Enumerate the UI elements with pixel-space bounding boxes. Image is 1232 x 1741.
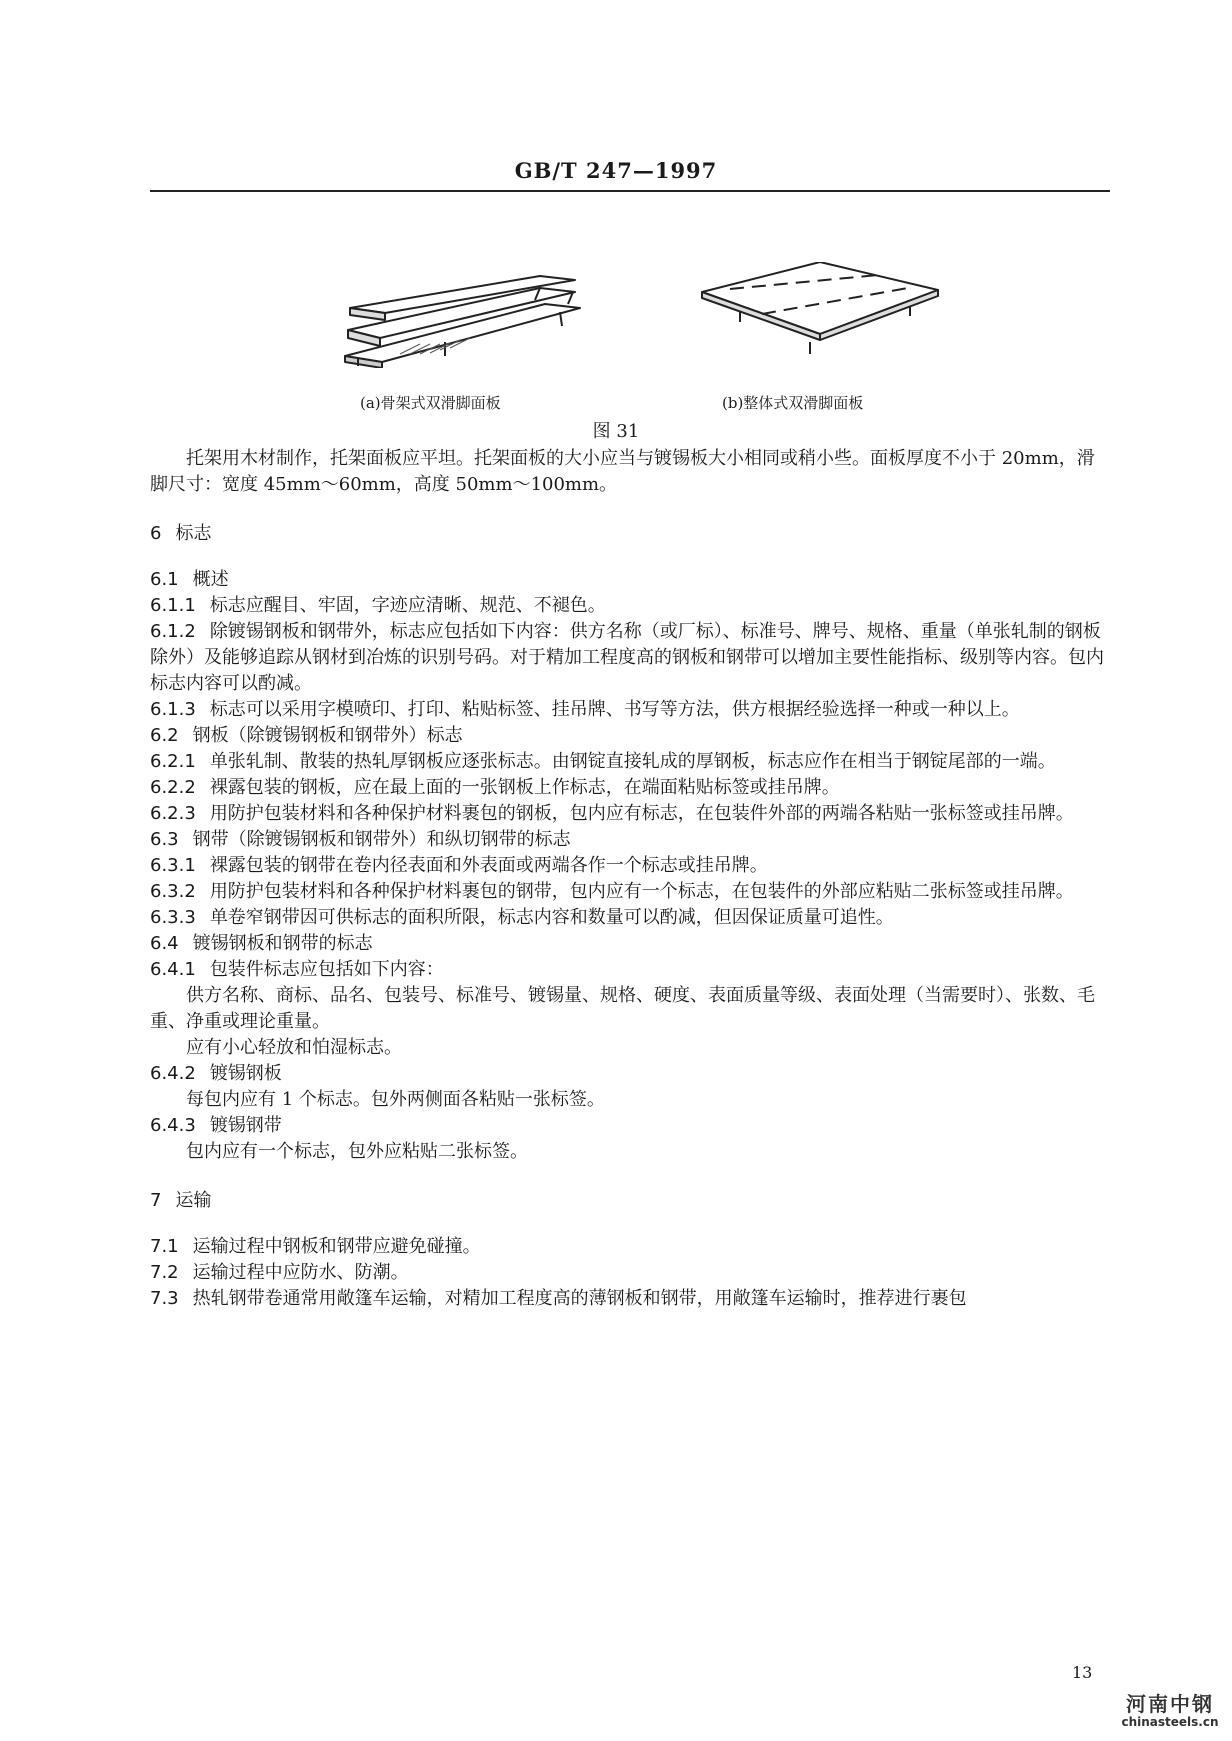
clause-number: 6.3	[150, 829, 179, 850]
clause-6-2	[150, 723, 1110, 749]
clause-6-2-1	[150, 749, 1110, 775]
clause-6-4-2-text: 每包内应有 1 个标志。包外两侧面各粘贴一张标签。	[186, 1089, 605, 1110]
clause-title: 钢板（除镀锡钢板和钢带外）标志	[192, 725, 463, 746]
clause-number: 6.1.3	[150, 699, 196, 720]
clause-number: 7.3	[150, 1288, 179, 1309]
clause-text: 包装件标志应包括如下内容：	[209, 959, 444, 980]
clause-number: 6.1	[150, 569, 179, 590]
clause-7-3	[150, 1286, 1110, 1312]
clause-title: 钢带（除镀锡钢板和钢带外）和纵切钢带的标志	[192, 829, 571, 850]
page-number: 13	[1072, 1663, 1093, 1682]
clause-6-1-3	[150, 697, 1110, 723]
section-6-heading	[150, 521, 1110, 547]
clause-text: 除镀锡钢板和钢带外，标志应包括如下内容：供方名称（或厂标）、标准号、牌号、规格、重量（单张轧制的钢板除外）及能够追踪从钢材到冶炼的识别号码。对于精加工程度高的钢板和钢带可以增加主要性能指标、级别等内容。包内标志内容可以酌减。	[150, 621, 1104, 694]
figure-a-caption: (a)骨架式双滑脚面板	[360, 394, 501, 412]
watermark-logo	[1110, 1693, 1230, 1729]
watermark-name: 河南中钢	[1126, 1692, 1214, 1716]
clause-6-4-1-contents: 供方名称、商标、品名、包装号、标准号、镀锡量、规格、硬度、表面质量等级、表面处理（当需要时）、张数、毛重、净重或理论重量。	[150, 985, 1095, 1032]
clause-6-3-1	[150, 853, 1110, 879]
clause-6-4-3-text: 包内应有一个标志，包外应粘贴二张标签。	[186, 1141, 528, 1162]
intro-paragraph: 托架用木材制作，托架面板应平坦。托架面板的大小应当与镀锡板大小相同或稍小些。面板厚度不小于 20mm，滑脚尺寸：宽度 45mm～60mm，高度 50mm～100mm。	[150, 448, 1095, 495]
clause-number: 6.3.3	[150, 907, 196, 928]
clause-text: 用防护包装材料和各种保护材料裹包的钢板，包内应有标志，在包装件外部的两端各粘贴一张标签或挂吊牌。	[209, 803, 1074, 824]
clause-number: 6.2.3	[150, 803, 196, 824]
clause-number: 6.4.3	[150, 1115, 196, 1136]
clause-text: 运输过程中钢板和钢带应避免碰撞。	[192, 1236, 481, 1257]
clause-6-1	[150, 567, 1110, 593]
clause-6-2-2	[150, 775, 1110, 801]
clause-number: 6.2	[150, 725, 179, 746]
clause-number: 7.2	[150, 1262, 179, 1283]
clause-6-4-1	[150, 957, 1110, 983]
clause-7-1	[150, 1234, 1110, 1260]
clause-text: 单卷窄钢带因可供标志的面积所限，标志内容和数量可以酌减，但因保证质量可追性。	[209, 907, 894, 928]
clause-number: 6.3.1	[150, 855, 196, 876]
clause-number: 6.4.2	[150, 1063, 196, 1084]
clause-text: 标志可以采用字模喷印、打印、粘贴标签、挂吊牌、书写等方法，供方根据经验选择一种或一种以上。	[209, 699, 1020, 720]
clause-text: 单张轧制、散装的热轧厚钢板应逐张标志。由钢锭直接轧成的厚钢板，标志应作在相当于钢锭尾部的一端。	[209, 751, 1056, 772]
section-number: 6	[150, 523, 162, 544]
clause-6-3-3	[150, 905, 1110, 931]
section-title: 运输	[175, 1190, 212, 1211]
clause-6-4-3	[150, 1113, 1110, 1139]
header-rule	[150, 190, 1110, 192]
figure-a-frame-panel	[340, 258, 590, 368]
clause-title: 镀锡钢板和钢带的标志	[192, 933, 373, 954]
clause-text: 运输过程中应防水、防潮。	[192, 1262, 409, 1283]
watermark-domain: chinasteels.cn	[1121, 1715, 1219, 1729]
clause-text: 标志应醒目、牢固，字迹应清晰、规范、不褪色。	[209, 595, 606, 616]
clause-6-1-1	[150, 593, 1110, 619]
clause-number: 6.1.2	[150, 621, 196, 642]
figure-b-caption: (b)整体式双滑脚面板	[722, 394, 864, 412]
clause-number: 7.1	[150, 1236, 179, 1257]
standard-number-header: GB/T 247—1997	[514, 158, 718, 183]
clause-number: 6.4.1	[150, 959, 196, 980]
clause-6-3-2	[150, 879, 1110, 905]
section-7-heading	[150, 1188, 1110, 1214]
clause-6-1-2	[150, 619, 1110, 697]
clause-number: 6.3.2	[150, 881, 196, 902]
clause-6-2-3	[150, 801, 1110, 827]
clause-text: 裸露包装的钢板，应在最上面的一张钢板上作标志，在端面粘贴标签或挂吊牌。	[209, 777, 840, 798]
clause-text: 用防护包装材料和各种保护材料裹包的钢带，包内应有一个标志，在包装件的外部应粘贴二张标签或挂吊牌。	[209, 881, 1074, 902]
clause-number: 6.4	[150, 933, 179, 954]
clause-title: 镀锡钢带	[209, 1115, 282, 1136]
clause-6-3	[150, 827, 1110, 853]
clause-number: 6.1.1	[150, 595, 196, 616]
section-number: 7	[150, 1190, 162, 1211]
clause-6-4-1-handling: 应有小心轻放和怕湿标志。	[186, 1037, 402, 1058]
clause-number: 6.2.2	[150, 777, 196, 798]
clause-title: 镀锡钢板	[209, 1063, 282, 1084]
clause-6-4-2	[150, 1061, 1110, 1087]
clause-text: 热轧钢带卷通常用敞篷车运输，对精加工程度高的薄钢板和钢带，用敞篷车运输时，推荐进行裹包	[192, 1288, 967, 1309]
clause-6-4	[150, 931, 1110, 957]
clause-number: 6.2.1	[150, 751, 196, 772]
clause-text: 裸露包装的钢带在卷内径表面和外表面或两端各作一个标志或挂吊牌。	[209, 855, 768, 876]
section-title: 标志	[175, 523, 212, 544]
figure-b-integral-panel	[700, 262, 940, 362]
clause-title: 概述	[192, 569, 229, 590]
document-body	[150, 446, 1110, 1312]
figure-label: 图 31	[592, 421, 640, 442]
clause-7-2	[150, 1260, 1110, 1286]
